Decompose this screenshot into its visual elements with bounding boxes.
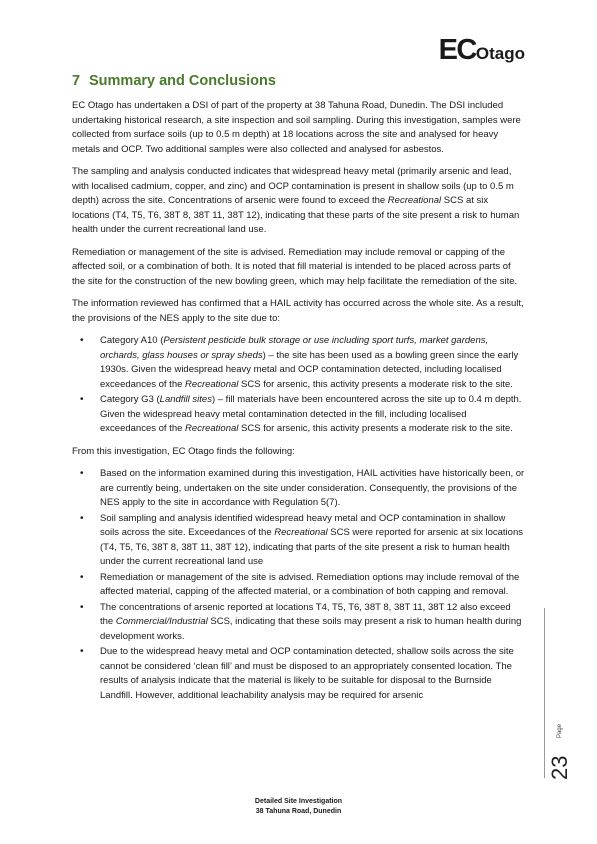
footer-title: Detailed Site Investigation bbox=[254, 798, 343, 805]
finding-item bbox=[72, 571, 525, 600]
paragraph-remediation: Remediation or management of the site is advised. Remediation may include removal or capping of the affected soil, or a combination of both. It is noted that fill material is intended to be placed across parts of the site for the construction of the new bowling green, which may help facilitate the remediation of the site. bbox=[72, 246, 518, 287]
finding-item bbox=[72, 467, 525, 511]
text-run: SCS at six locations (T4, T5, T6, 38T 8, 38T 11, 38T 12), indicating that these parts of the site present a risk to human health under the current recreational land use. bbox=[72, 195, 520, 235]
bullet-icon: • bbox=[80, 512, 84, 524]
ec-otago-logo bbox=[439, 36, 525, 65]
text-run: Category A10 ( bbox=[100, 335, 164, 346]
paragraph-sampling bbox=[72, 165, 525, 238]
section-heading bbox=[72, 72, 525, 90]
text-run-italic: Recreational bbox=[274, 527, 328, 538]
text-run: SCS were reported for arsenic at six locations (T4, T5, T6, 38T 8, 38T 11, 38T 12), indicating that parts of the site present a risk to human health under the current recreational land use bbox=[100, 527, 523, 567]
bullet-icon: • bbox=[80, 601, 84, 613]
text-run-italic: Recreational bbox=[185, 378, 239, 390]
text-run: Remediation or management of the site is advised. Remediation options may include removal of the affected material, capping of the affected material, or a combination of both capping and removal. bbox=[100, 571, 520, 597]
logo-otago: Otago bbox=[475, 44, 525, 63]
text-run: Category G3 ( bbox=[100, 394, 160, 405]
paragraph-hail: The information reviewed has confirmed that a HAIL activity has occurred across the whole site. As a result, the provisions of the NES apply to the site due to: bbox=[72, 298, 524, 324]
list-item-a10 bbox=[72, 334, 525, 392]
text-run: ) – fill materials have been encountered across the site up to 0.4 m depth. Given the widespread heavy metal contamination detected in the fill, including localised exceedances of the bbox=[100, 394, 522, 434]
text-run: Based on the information examined during this investigation, HAIL activities have historically been, or are currently being, undertaken on the site under consideration. Consequently, the provisions of the NES apply to the site in accordance with Regulation 5(7). bbox=[100, 468, 525, 508]
text-run: SCS for arsenic, this activity presents a moderate risk to the site. bbox=[238, 378, 513, 390]
bullet-icon: • bbox=[80, 646, 84, 657]
findings-list bbox=[72, 467, 525, 703]
hail-category-list bbox=[72, 334, 525, 437]
bullet-icon: • bbox=[80, 571, 84, 583]
section-number: 7 bbox=[72, 73, 81, 89]
text-run-italic: Commercial/Industrial bbox=[115, 616, 208, 627]
list-item-g3 bbox=[72, 393, 525, 437]
text-run: SCS for arsenic, this activity presents a moderate risk to the site. bbox=[238, 423, 513, 434]
footer-address: 38 Tahuna Road, Dunedin bbox=[255, 808, 342, 815]
text-run: Soil sampling and analysis identified widespread heavy metal and OCP contamination in shallow soils across the site. Exceedances of the bbox=[100, 512, 506, 538]
bullet-icon: • bbox=[80, 335, 84, 346]
finding-item bbox=[72, 512, 525, 570]
page-side-rule bbox=[544, 608, 545, 778]
page-content bbox=[72, 72, 525, 711]
text-run-italic: Persistent pesticide bulk storage or use including sport turfs, market gardens, orchards, glass houses or spray sheds bbox=[100, 335, 489, 361]
finding-item bbox=[72, 601, 525, 645]
text-run: ) – the site has been used as a bowling green since the early 1930s. Given the widespread heavy metal and OCP contamination detected, including localised exceedances of the bbox=[100, 349, 519, 390]
bullet-icon: • bbox=[80, 468, 84, 479]
section-title: Summary and Conclusions bbox=[89, 73, 276, 89]
logo-ec: EC bbox=[438, 34, 476, 66]
text-run: Due to the widespread heavy metal and OCP contamination detected, shallow soils across the site cannot be considered ‘clean fill’ and must be disposed to an appropriately consented location. The results of analysis indicate that the material is likely to be suitable for disposal to the Burnside Landfill. However, additional leachability analysis may be required for arsenic bbox=[100, 646, 514, 701]
finding-item bbox=[72, 645, 525, 703]
paragraph-intro: EC Otago has undertaken a DSI of part of the property at 38 Tahuna Road, Dunedin. The DSI included undertaking historical research, a site inspection and soil sampling. During this investigation, samples were collected from surface soils (up to 0.5 m depth) at 18 locations across the site and analysed for heavy metals and OCP. Two additional samples were also collected and analysed for asbestos. bbox=[72, 100, 521, 155]
text-run-italic: Landfill sites bbox=[159, 394, 212, 405]
paragraph-findings-intro: From this investigation, EC Otago finds the following: bbox=[72, 445, 295, 457]
bullet-icon: • bbox=[80, 394, 84, 405]
text-run-italic: Recreational bbox=[185, 423, 239, 434]
page-number: 23 bbox=[547, 755, 572, 780]
page-footer bbox=[0, 797, 597, 817]
text-run: SCS, indicating that these soils may present a risk to human health during development works. bbox=[100, 616, 522, 642]
text-run: The sampling and analysis conducted indicates that widespread heavy metal (primarily arsenic and lead, with localised cadmium, copper, and zinc) and OCP contamination is present in shallow soils (up to 0.5 m depth) across the site. Concentrations of arsenic were found to exceed the bbox=[72, 166, 514, 206]
text-run-italic: Recreational bbox=[387, 195, 442, 206]
page-label: Page bbox=[556, 723, 563, 738]
text-run: The concentrations of arsenic reported at locations T4, T5, T6, 38T 8, 38T 11, 38T 12 also exceed the bbox=[100, 601, 511, 627]
